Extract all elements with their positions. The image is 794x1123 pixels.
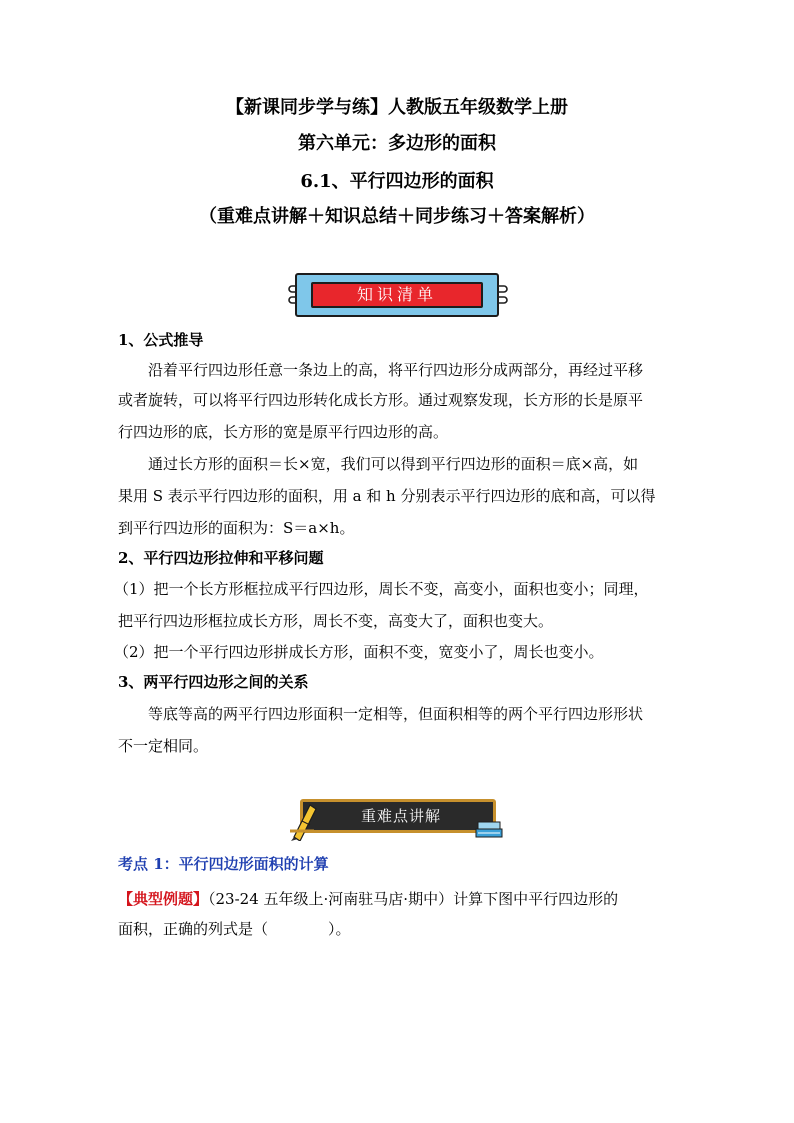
- key-points-banner: [288, 797, 504, 841]
- example-line1: [118, 884, 688, 914]
- section1-line: 通过长方形的面积＝长×宽，我们可以得到平行四边形的面积＝底×高，如: [118, 455, 639, 473]
- section3-line: 不一定相同。: [118, 737, 209, 755]
- section1-line: 果用 S 表示平行四边形的面积，用 a 和 h 分别表示平行四边形的底和高，可以得: [118, 487, 656, 505]
- section2-heading: 2、平行四边形拉伸和平移问题: [118, 549, 324, 567]
- knowledge-list-banner: [287, 271, 509, 321]
- section2-line: （1）把一个长方形框拉成平行四边形，周长不变，高变小，面积也变小；同理，: [114, 580, 649, 598]
- section1-line: 到平行四边形的面积为：S＝a×h。: [118, 519, 355, 537]
- typical-example: [118, 884, 688, 944]
- example-tag: 【典型例题】: [118, 890, 209, 908]
- doc-title-line3: 6.1、平行四边形的面积: [300, 171, 494, 192]
- section1-line: 或者旋转，可以将平行四边形转化成长方形。通过观察发现，长方形的长是原平: [118, 391, 644, 409]
- section2-line: （2）把一个平行四边形拼成长方形，面积不变，宽变小了，周长也变小。: [114, 643, 604, 661]
- section1-line: 沿着平行四边形任意一条边上的高，将平行四边形分成两部分，再经过平移: [118, 361, 644, 379]
- example-line2: 面积，正确的列式是（ ）。: [118, 920, 351, 938]
- doc-title-line4: （重难点讲解＋知识总结＋同步练习＋答案解析）: [199, 206, 595, 227]
- pencil-icon: [288, 801, 318, 841]
- section1-line: 行四边形的底，长方形的宽是原平行四边形的高。: [118, 423, 449, 441]
- section2-line: 把平行四边形框拉成长方形，周长不变，高变大了，面积也变大。: [118, 612, 554, 630]
- banner-label: 知识清单: [311, 282, 483, 308]
- doc-title-line1: 【新课同步学与练】人教版五年级数学上册: [226, 97, 568, 118]
- section3-line: 等底等高的两平行四边形面积一定相等，但面积相等的两个平行四边形形状: [118, 705, 644, 723]
- chalkboard: [300, 799, 496, 833]
- books-icon: [474, 819, 504, 841]
- doc-title-line2: 第六单元：多边形的面积: [298, 133, 496, 154]
- banner-label: 重难点讲解: [360, 807, 441, 825]
- section3-heading: 3、两平行四边形之间的关系: [118, 673, 309, 691]
- kaodian-heading: 考点 1：平行四边形面积的计算: [118, 855, 329, 873]
- section1-heading: 1、公式推导: [118, 331, 204, 349]
- example-text: （23-24 五年级上·河南驻马店·期中）计算下图中平行四边形的: [208, 890, 619, 908]
